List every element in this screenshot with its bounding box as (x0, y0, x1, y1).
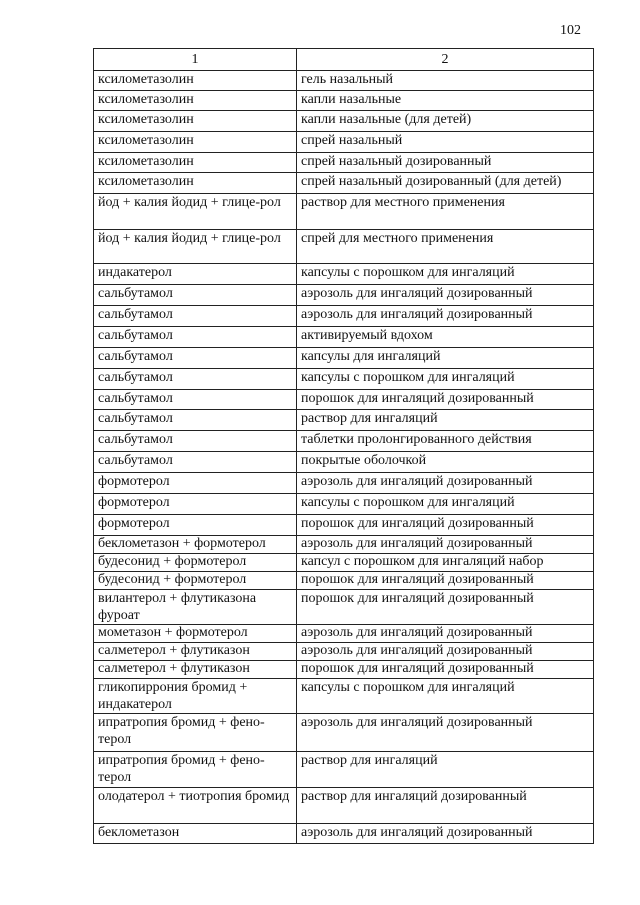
table-row (94, 173, 594, 194)
table-row (94, 679, 594, 714)
table-row (94, 590, 594, 625)
table-row (94, 132, 594, 153)
dosage-form-cell: порошок для ингаляций дозированный (297, 390, 594, 410)
substance-cell: йод + калия йодид + глице-рол (94, 194, 297, 230)
dosage-form-cell: порошок для ингаляций дозированный (297, 572, 594, 590)
substance-cell: сальбутамол (94, 410, 297, 431)
table-row (94, 572, 594, 590)
table-row (94, 264, 594, 285)
table-row (94, 473, 594, 494)
substance-cell: индакатерол (94, 264, 297, 285)
substance-cell: сальбутамол (94, 306, 297, 327)
dosage-form-cell: аэрозоль для ингаляций дозированный (297, 473, 594, 494)
dosage-form-cell: активируемый вдохом (297, 327, 594, 348)
medication-table (93, 48, 594, 844)
substance-cell: ипратропия бромид + фено-терол (94, 752, 297, 788)
column-header-2: 2 (297, 49, 594, 71)
table-row (94, 788, 594, 824)
table-row (94, 111, 594, 132)
dosage-form-cell: капсулы для ингаляций (297, 348, 594, 369)
table-header-row (94, 49, 594, 71)
dosage-form-cell: капли назальные (для детей) (297, 111, 594, 132)
table-row (94, 431, 594, 452)
dosage-form-cell: раствор для местного применения (297, 194, 594, 230)
dosage-form-cell: аэрозоль для ингаляций дозированный (297, 536, 594, 554)
dosage-form-cell: капсулы с порошком для ингаляций (297, 369, 594, 390)
table-row (94, 348, 594, 369)
substance-cell: сальбутамол (94, 431, 297, 452)
dosage-form-cell: покрытые оболочкой (297, 452, 594, 473)
substance-cell: ксилометазолин (94, 132, 297, 153)
table-row (94, 285, 594, 306)
dosage-form-cell: спрей назальный (297, 132, 594, 153)
table-row (94, 194, 594, 230)
table-row (94, 327, 594, 348)
dosage-form-cell: порошок для ингаляций дозированный (297, 515, 594, 536)
substance-cell: вилантерол + флутиказона фуроат (94, 590, 297, 625)
substance-cell: сальбутамол (94, 390, 297, 410)
page-number: 102 (560, 23, 581, 38)
substance-cell: ксилометазолин (94, 91, 297, 111)
substance-cell: сальбутамол (94, 369, 297, 390)
substance-cell: формотерол (94, 494, 297, 515)
dosage-form-cell: капсулы с порошком для ингаляций (297, 679, 594, 714)
dosage-form-cell: аэрозоль для ингаляций дозированный (297, 306, 594, 327)
table-row (94, 230, 594, 264)
table-row (94, 71, 594, 91)
table-row (94, 390, 594, 410)
dosage-form-cell: аэрозоль для ингаляций дозированный (297, 643, 594, 661)
dosage-form-cell: гель назальный (297, 71, 594, 91)
substance-cell: будесонид + формотерол (94, 572, 297, 590)
table-row (94, 661, 594, 679)
substance-cell: сальбутамол (94, 285, 297, 306)
table-row (94, 306, 594, 327)
substance-cell: сальбутамол (94, 452, 297, 473)
substance-cell: ксилометазолин (94, 111, 297, 132)
table-row (94, 410, 594, 431)
dosage-form-cell: аэрозоль для ингаляций дозированный (297, 285, 594, 306)
table-row (94, 91, 594, 111)
table-row (94, 714, 594, 752)
dosage-form-cell: спрей для местного применения (297, 230, 594, 264)
dosage-form-cell: капсулы с порошком для ингаляций (297, 264, 594, 285)
dosage-form-cell: раствор для ингаляций (297, 410, 594, 431)
dosage-form-cell: таблетки пролонгированного действия (297, 431, 594, 452)
table-row (94, 515, 594, 536)
substance-cell: гликопиррония бромид + индакатерол (94, 679, 297, 714)
table-row (94, 625, 594, 643)
dosage-form-cell: аэрозоль для ингаляций дозированный (297, 625, 594, 643)
substance-cell: сальбутамол (94, 327, 297, 348)
table-row (94, 452, 594, 473)
table-row (94, 824, 594, 844)
table-row (94, 494, 594, 515)
dosage-form-cell: капсул с порошком для ингаляций набор (297, 554, 594, 572)
substance-cell: салметерол + флутиказон (94, 661, 297, 679)
dosage-form-cell: спрей назальный дозированный (297, 153, 594, 173)
column-header-1: 1 (94, 49, 297, 71)
dosage-form-cell: раствор для ингаляций дозированный (297, 788, 594, 824)
substance-cell: ксилометазолин (94, 173, 297, 194)
substance-cell: ипратропия бромид + фено-терол (94, 714, 297, 752)
dosage-form-cell: порошок для ингаляций дозированный (297, 661, 594, 679)
dosage-form-cell: капсулы с порошком для ингаляций (297, 494, 594, 515)
substance-cell: беклометазон + формотерол (94, 536, 297, 554)
table-row (94, 643, 594, 661)
substance-cell: сальбутамол (94, 348, 297, 369)
table-row (94, 554, 594, 572)
table-row (94, 153, 594, 173)
dosage-form-cell: аэрозоль для ингаляций дозированный (297, 714, 594, 752)
substance-cell: олодатерол + тиотропия бромид (94, 788, 297, 824)
dosage-form-cell: спрей назальный дозированный (для детей) (297, 173, 594, 194)
substance-cell: ксилометазолин (94, 153, 297, 173)
dosage-form-cell: аэрозоль для ингаляций дозированный (297, 824, 594, 844)
dosage-form-cell: раствор для ингаляций (297, 752, 594, 788)
substance-cell: йод + калия йодид + глице-рол (94, 230, 297, 264)
substance-cell: беклометазон (94, 824, 297, 844)
table-row (94, 752, 594, 788)
substance-cell: ксилометазолин (94, 71, 297, 91)
substance-cell: салметерол + флутиказон (94, 643, 297, 661)
substance-cell: мометазон + формотерол (94, 625, 297, 643)
substance-cell: формотерол (94, 515, 297, 536)
dosage-form-cell: капли назальные (297, 91, 594, 111)
substance-cell: формотерол (94, 473, 297, 494)
table-row (94, 369, 594, 390)
dosage-form-cell: порошок для ингаляций дозированный (297, 590, 594, 625)
table-row (94, 536, 594, 554)
substance-cell: будесонид + формотерол (94, 554, 297, 572)
